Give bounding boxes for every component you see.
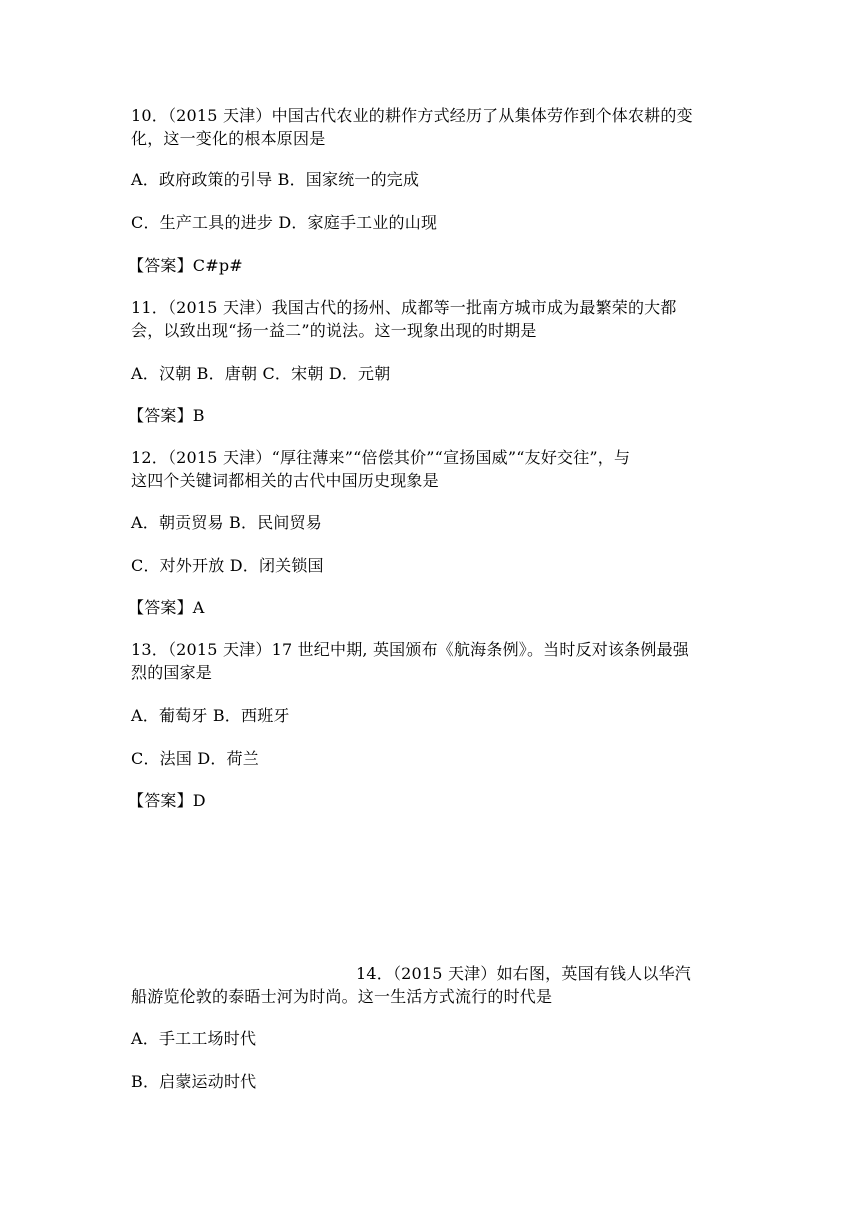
question-11-answer: 【答案】B (128, 406, 205, 425)
question-11-options: A．汉朝 B．唐朝 C．宋朝 D．元朝 (131, 364, 391, 383)
question-13-answer: 【答案】D (128, 791, 206, 810)
question-11-line-1: 11．（2015 天津）我国古代的扬州、成都等一批南方城市成为最繁荣的大都 (131, 298, 677, 317)
question-13-line-1: 13．（2015 天津）17 世纪中期, 英国颁布《航海条例》。当时反对该条例最强 (131, 640, 689, 659)
question-10-answer: 【答案】C#p# (128, 256, 243, 275)
question-10-options-ab: A．政府政策的引导 B．国家统一的完成 (131, 170, 420, 189)
question-10-line-2: 化，这一变化的根本原因是 (131, 129, 326, 148)
question-12-line-1: 12．（2015 天津）“厚往薄来”“倍偿其价”“宣扬国威”“友好交往”，与 (131, 448, 631, 467)
question-14-option-b: B．启蒙运动时代 (131, 1072, 257, 1091)
question-12-line-2: 这四个关键词都相关的古代中国历史现象是 (131, 471, 439, 490)
question-12-options-cd: C．对外开放 D．闭关锁国 (131, 556, 324, 575)
question-11-line-2: 会，以致出现“扬一益二”的说法。这一现象出现的时期是 (131, 321, 537, 340)
question-12-options-ab: A．朝贡贸易 B．民间贸易 (131, 513, 322, 532)
question-14-line-1: 14．（2015 天津）如右图，英国有钱人以华汽 (356, 964, 691, 983)
question-10-line-1: 10．（2015 天津）中国古代农业的耕作方式经历了从集体劳作到个体农耕的变 (131, 106, 693, 125)
question-14-option-a: A．手工工场时代 (131, 1029, 257, 1048)
question-13-options-cd: C．法国 D．荷兰 (131, 749, 259, 768)
question-14-line-2: 船游览伦敦的泰晤士河为时尚。这一生活方式流行的时代是 (131, 987, 553, 1006)
question-13-line-2: 烈的国家是 (131, 663, 213, 682)
question-13-options-ab: A．葡萄牙 B．西班牙 (131, 706, 290, 725)
question-10-options-cd: C．生产工具的进步 D．家庭手工业的山现 (131, 213, 438, 232)
question-12-answer: 【答案】A (128, 598, 205, 617)
